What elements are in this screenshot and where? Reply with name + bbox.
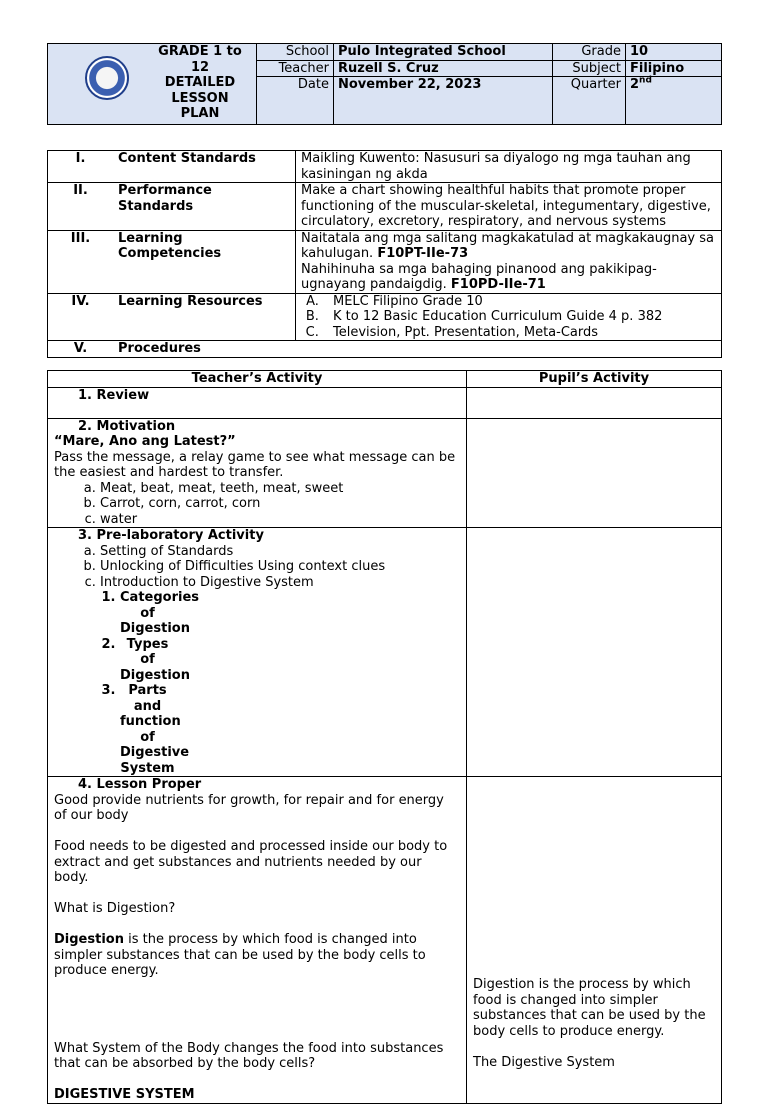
lesson-definition: Digestion is the process by which food is changed into simpler substances that can be used by the body cells to produce energy. <box>54 932 426 978</box>
lesson-proper-row <box>48 777 722 1104</box>
school-label: School <box>257 44 334 61</box>
date-value: November 22, 2023 <box>334 77 553 125</box>
list-item: b. Unlocking of Difficulties Using context clues <box>100 559 460 575</box>
list-item: c. water <box>100 512 460 528</box>
lesson-paragraph: Food needs to be digested and processed inside our body to extract and get substances and nutrients needed by our body. <box>54 839 448 885</box>
section-heading: Content Standards <box>113 151 296 183</box>
motivation-row <box>48 418 722 528</box>
lesson-question: What is Digestion? <box>54 901 176 916</box>
header-title-cell <box>48 44 257 125</box>
date-label: Date <box>257 77 334 125</box>
list-item: 2. Types of Digestion <box>120 637 175 684</box>
procedures-row <box>48 341 722 358</box>
performance-standards-row <box>48 183 722 231</box>
resource-item: B. K to 12 Basic Education Curriculum Guide 4 p. 382 <box>323 309 716 325</box>
grade-label: Grade <box>553 44 626 61</box>
game-title: “Mare, Ano ang Latest?” <box>54 434 236 449</box>
game-description: Pass the message, a relay game to see what message can be the easiest and hardest to transfer. <box>54 449 456 480</box>
pupil-answer: Digestion is the process by which food is changed into simpler substances that can be used by the body cells to produce energy. <box>473 977 706 1039</box>
activity-header-row <box>48 371 722 388</box>
competency-code: F10PD-IIe-71 <box>450 277 546 292</box>
lesson-question: What System of the Body changes the food into substances that can be absorbed by the body cells? <box>54 1040 444 1071</box>
deped-seal-icon <box>85 56 129 100</box>
section-number: II. <box>48 183 114 231</box>
list-item: 1. Categories of Digestion <box>120 590 175 637</box>
resource-item: A. MELC Filipino Grade 10 <box>323 294 716 310</box>
review-row <box>48 387 722 418</box>
lesson-paragraph: Good provide nutrients for growth, for repair and for energy of our body <box>54 792 444 823</box>
list-item: a. Setting of Standards <box>100 544 460 560</box>
section-content: Maikling Kuwento: Nasusuri sa diyalogo ng mga tauhan ang kasiningan ng akda <box>296 151 722 183</box>
learning-competencies-row <box>48 230 722 293</box>
grade-value: 10 <box>626 44 722 61</box>
section-number: V. <box>48 341 114 358</box>
pupil-cell <box>467 387 722 418</box>
teacher-label: Teacher <box>257 60 334 77</box>
section-heading: Learning Resources <box>113 293 296 341</box>
list-item: b. Carrot, corn, carrot, corn <box>100 496 460 512</box>
pupil-cell <box>467 418 722 528</box>
competency-code: F10PT-IIe-73 <box>377 246 469 261</box>
subject-label: Subject <box>553 60 626 77</box>
lesson-heading: 4. Lesson Proper <box>78 777 202 792</box>
quarter-value: 2nd <box>626 77 722 125</box>
resource-item: C. Television, Ppt. Presentation, Meta-Cards <box>323 325 716 341</box>
pupil-answer: The Digestive System <box>473 1054 615 1070</box>
teacher-value: Ruzell S. Cruz <box>334 60 553 77</box>
section-number: I. <box>48 151 114 183</box>
pupil-cell <box>467 777 722 1104</box>
list-item: a. Meat, beat, meat, teeth, meat, sweet <box>100 481 460 497</box>
list-item: c. Introduction to Digestive System <box>100 575 460 591</box>
school-value: Pulo Integrated School <box>334 44 553 61</box>
section-number: IV. <box>48 293 114 341</box>
section-number: III. <box>48 230 114 293</box>
activity-table <box>47 370 722 1104</box>
section-heading: Procedures <box>113 341 722 358</box>
section-heading: Performance Standards <box>113 183 296 231</box>
list-item: 3. Parts and function of Digestive System <box>120 683 175 776</box>
learning-resources-row <box>48 293 722 341</box>
review-heading: 1. Review <box>78 387 150 403</box>
section-heading: Learning Competencies <box>113 230 296 293</box>
prelab-heading: 3. Pre-laboratory Activity <box>78 528 264 543</box>
header-table <box>47 43 722 125</box>
pupil-cell <box>467 528 722 777</box>
prelab-row <box>48 528 722 777</box>
subject-value: Filipino <box>626 60 722 77</box>
teacher-activity-header: Teacher’s Activity <box>48 371 467 388</box>
lesson-plan-title: GRADE 1 to 12 DETAILED LESSON PLAN <box>158 44 242 122</box>
standards-table <box>47 150 722 358</box>
section-content: Naitatala ang mga salitang magkakatulad at magkakaugnay sa kahulugan. F10PT-IIe-73 Nahihinuha sa mga bahaging pinanood ang pakikipag-ugnayang pandaigdig. F10PD-IIe-71 <box>296 230 722 293</box>
quarter-label: Quarter <box>553 77 626 125</box>
section-content <box>296 293 722 341</box>
motivation-heading: 2. Motivation <box>78 418 176 434</box>
section-content: Make a chart showing healthful habits that promote proper functioning of the muscular-skeletal, integumentary, digestive, circulatory, excretory, respiratory, and nervous systems <box>296 183 722 231</box>
lesson-answer: DIGESTIVE SYSTEM <box>54 1087 195 1102</box>
pupil-activity-header: Pupil’s Activity <box>467 371 722 388</box>
content-standards-row <box>48 151 722 183</box>
